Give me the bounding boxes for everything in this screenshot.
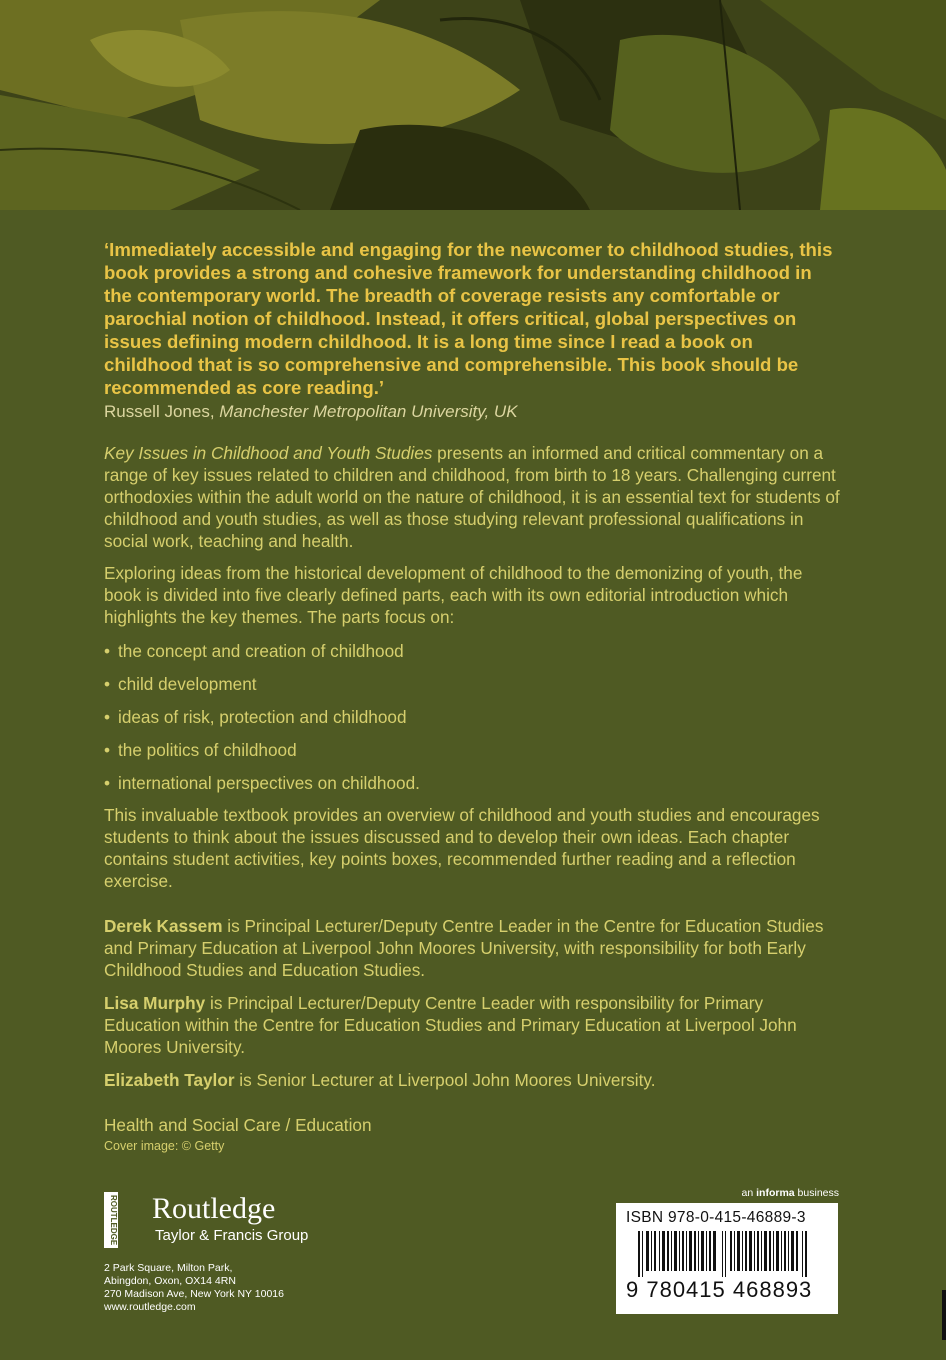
endorsement-author: Russell Jones, [104, 402, 215, 421]
bullet-icon: • [104, 674, 111, 694]
leaves-image-icon [0, 0, 946, 210]
intro-paragraph [104, 442, 844, 552]
back-cover-text [104, 238, 844, 1154]
edge-mark [942, 1290, 946, 1340]
cover-credit: Cover image: © Getty [104, 1139, 225, 1153]
address-line: Abingdon, Oxon, OX14 4RN [104, 1275, 236, 1287]
isbn-label: ISBN 978-0-415-46889-3 [626, 1209, 806, 1226]
list-item [104, 739, 844, 761]
list-item-text: the concept and creation of childhood [118, 641, 404, 661]
bullet-icon: • [104, 773, 111, 793]
endorsement-attribution [104, 401, 844, 423]
informa-suffix: business [794, 1187, 839, 1199]
author-bio-text: is Principal Lecturer/Deputy Centre Leader in the Centre for Education Studies and Primary Education at Liverpool John Moores University, with responsibility for both Early Childhood Studies and Education Studies. [104, 916, 824, 980]
address-line: 270 Madison Ave, New York NY 10016 [104, 1288, 284, 1300]
publisher-name: Routledge [152, 1192, 276, 1225]
publisher-address [104, 1262, 284, 1314]
informa-brand: informa [756, 1187, 795, 1199]
author-name: Lisa Murphy [104, 993, 206, 1013]
author-bio-text: is Senior Lecturer at Liverpool John Moores University. [234, 1070, 656, 1090]
list-item-text: child development [118, 674, 257, 694]
endorsement-quote: ‘Immediately accessible and engaging for the newcomer to childhood studies, this book provides a strong and cohesive framework for understanding childhood in the contemporary world. The breadth of coverage resists any comfortable or parochial notion of childhood. Instead, it offers critical, global perspectives on issues defining modern childhood. It is a long time since I read a book on childhood that is so comprehensive and comprehensible. This book should be recommended as core reading.’ [104, 239, 833, 398]
author-bio [104, 1069, 844, 1091]
list-item-text: international perspectives on childhood. [118, 773, 420, 793]
author-name: Elizabeth Taylor [104, 1070, 235, 1090]
author-bio [104, 992, 844, 1058]
publisher-group: Taylor & Francis Group [155, 1227, 309, 1244]
cover-photo [0, 0, 946, 210]
bullet-icon: • [104, 740, 111, 760]
parts-intro-paragraph: Exploring ideas from the historical development of childhood to the demonizing of youth, the book is divided into five clearly defined parts, each with its own editorial introduction which highlights the key themes. The parts focus on: [104, 563, 803, 627]
parts-list [104, 640, 844, 794]
list-item [104, 640, 844, 662]
author-name: Derek Kassem [104, 916, 223, 936]
list-item-text: ideas of risk, protection and childhood [118, 707, 407, 727]
logo-vertical-text: ROUTLEDGE [109, 1195, 118, 1246]
bullet-icon: • [104, 641, 111, 661]
list-item [104, 772, 844, 794]
author-bio [104, 915, 844, 981]
book-title: Key Issues in Childhood and Youth Studies [104, 443, 433, 463]
list-item-text: the politics of childhood [118, 740, 297, 760]
informa-prefix: an [741, 1187, 757, 1199]
endorsement-affiliation: Manchester Metropolitan University, UK [219, 402, 518, 421]
list-item [104, 673, 844, 695]
textbook-overview-paragraph: This invaluable textbook provides an overview of childhood and youth studies and encourages students to think about the issues discussed and to develop their own ideas. Each chapter contains student activities, key points boxes, recommended further reading and a reflection exercise. [104, 805, 820, 891]
author-bio-text: is Principal Lecturer/Deputy Centre Leader with responsibility for Primary Education within the Centre for Education Studies and Primary Education at Liverpool John Moores University. [104, 993, 797, 1057]
informa-tagline [742, 1187, 839, 1199]
subject-category: Health and Social Care / Education [104, 1115, 372, 1135]
publisher-logo [104, 1190, 364, 1250]
barcode-digits: 9 780415 468893 [626, 1277, 813, 1302]
isbn-barcode [616, 1203, 838, 1314]
address-line: 2 Park Square, Milton Park, [104, 1262, 233, 1274]
bullet-icon: • [104, 707, 111, 727]
intro-text: presents an informed and critical commentary on a range of key issues related to children and childhood, from birth to 18 years. Challenging current orthodoxies within the adult world on the nature of childhood, it is an essential text for students of childhood and youth studies, as well as those studying relevant professional qualifications in social work, teaching and health. [104, 443, 840, 551]
publisher-website: www.routledge.com [104, 1301, 196, 1313]
barcode-icon [638, 1231, 818, 1277]
routledge-logo-icon [104, 1192, 118, 1248]
list-item [104, 706, 844, 728]
